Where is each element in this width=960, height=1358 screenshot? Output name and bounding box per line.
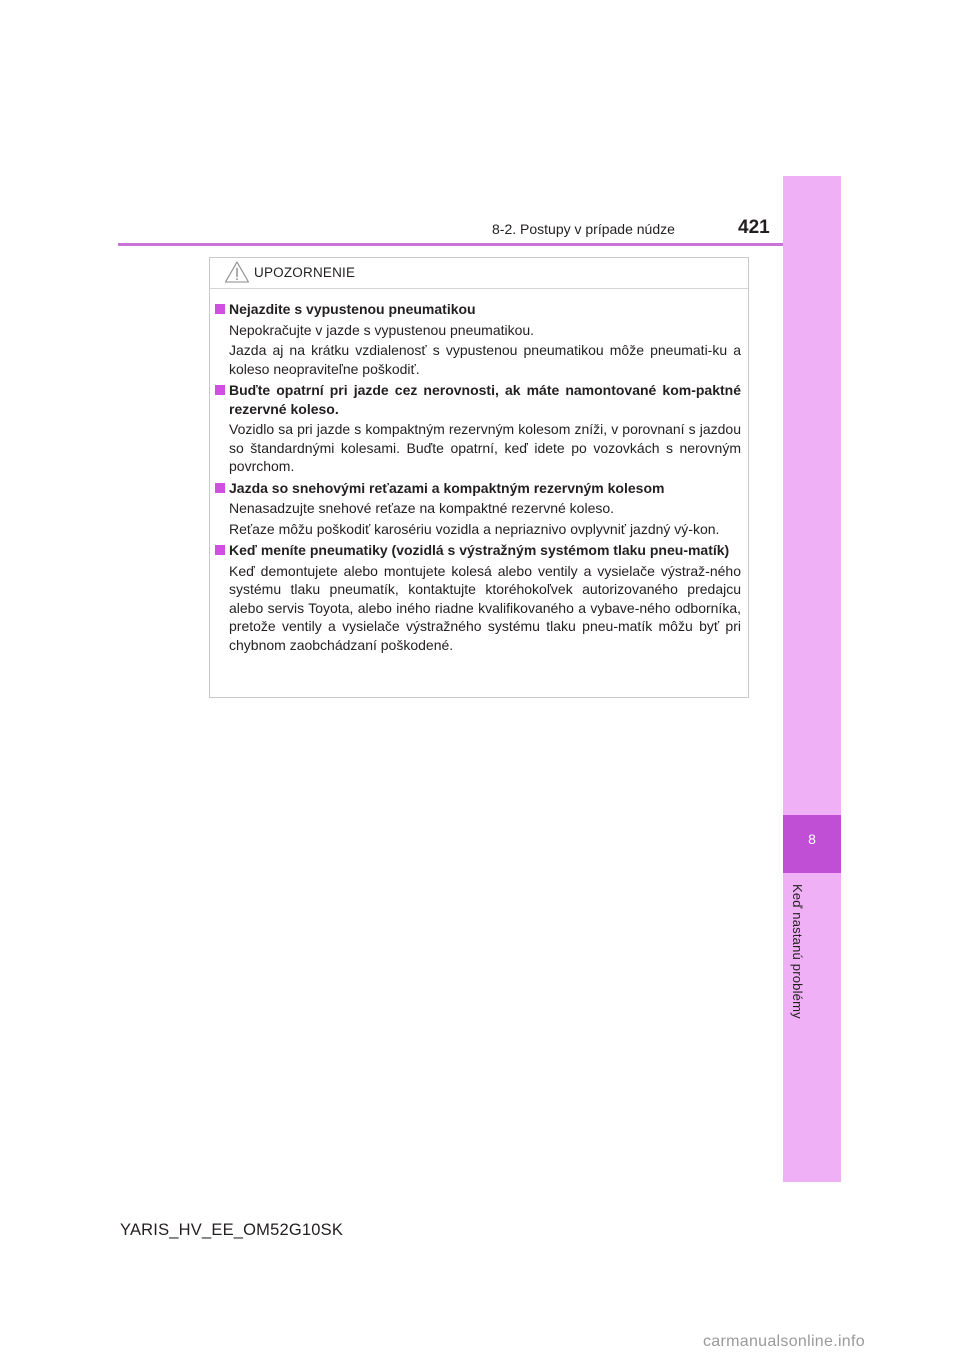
page-number: 421 [738,217,770,238]
document-code: YARIS_HV_EE_OM52G10SK [120,1221,344,1239]
square-bullet-icon [215,385,225,395]
warning-item-heading [215,479,741,498]
warning-triangle-icon [224,260,250,284]
warning-item-text: Vozidlo sa pri jazde s kompaktným rezervným kolesom zníži, v porovnaní s jazdou so štandardnými kolesami. Buďte opatrní, keď idete po vozovkách s nerovným povrchom. [229,421,741,474]
warning-title: UPOZORNENIE [254,265,356,280]
chapter-title: Keď nastanú problémy [790,884,805,1019]
heading-text: Keď meníte pneumatiky (vozidlá s výstražným systémom tlaku pneu-matík) [229,542,730,558]
header-divider [118,243,841,246]
watermark: carmanualsonline.info [703,1333,865,1350]
heading-text: Buďte opatrní pri jazde cez nerovnosti, ak máte namontované kom-paktné rezervné koleso. [229,382,741,417]
heading-text: Jazda so snehovými reťazami a kompaktným rezervným kolesom [229,479,665,496]
warning-item-text: Nenasadzujte snehové reťaze na kompaktné rezervné koleso. [229,500,615,516]
warning-item-text: Nepokračujte v jazde s vypustenou pneumatikou. [229,321,535,338]
warning-item [215,541,741,654]
warning-item [215,479,741,539]
section-title: 8-2. Postupy v prípade núdze [492,221,675,237]
warning-item-heading [215,541,741,560]
warning-item [215,381,741,476]
warning-item-text: Reťaze môžu poškodiť karosériu vozidla a nepriaznivo ovplyvniť jazdný vý-kon. [229,520,720,537]
warning-header [210,258,748,289]
chapter-side-tab [783,176,841,1182]
warning-item [215,300,741,378]
warning-body [210,289,748,654]
warning-item-text: Keď demontujete alebo montujete kolesá alebo ventily a vysielače výstraž-ného systému tlaku pneumatík, kontaktujte ktoréhokoľvek autorizovaného predajcu alebo servis Toyota, alebo iného riadne kvalifikovaného a vybave-ného odborníka, pretože ventily a vysielače výstražného systému tlaku pneu-matík môžu byť pri chybnom zaobchádzaní poškodené. [229,562,741,653]
chapter-number: 8 [808,831,816,847]
square-bullet-icon [215,545,225,555]
warning-box [209,257,749,698]
square-bullet-icon [215,304,225,314]
warning-item-heading [215,381,741,418]
warning-item-text: Jazda aj na krátku vzdialenosť s vypustenou pneumatikou môže pneumati-ku a koleso neopraviteľne poškodiť. [229,342,741,377]
square-bullet-icon [215,483,225,493]
warning-item-heading [215,300,741,319]
heading-text: Nejazdite s vypustenou pneumatikou [229,301,476,317]
